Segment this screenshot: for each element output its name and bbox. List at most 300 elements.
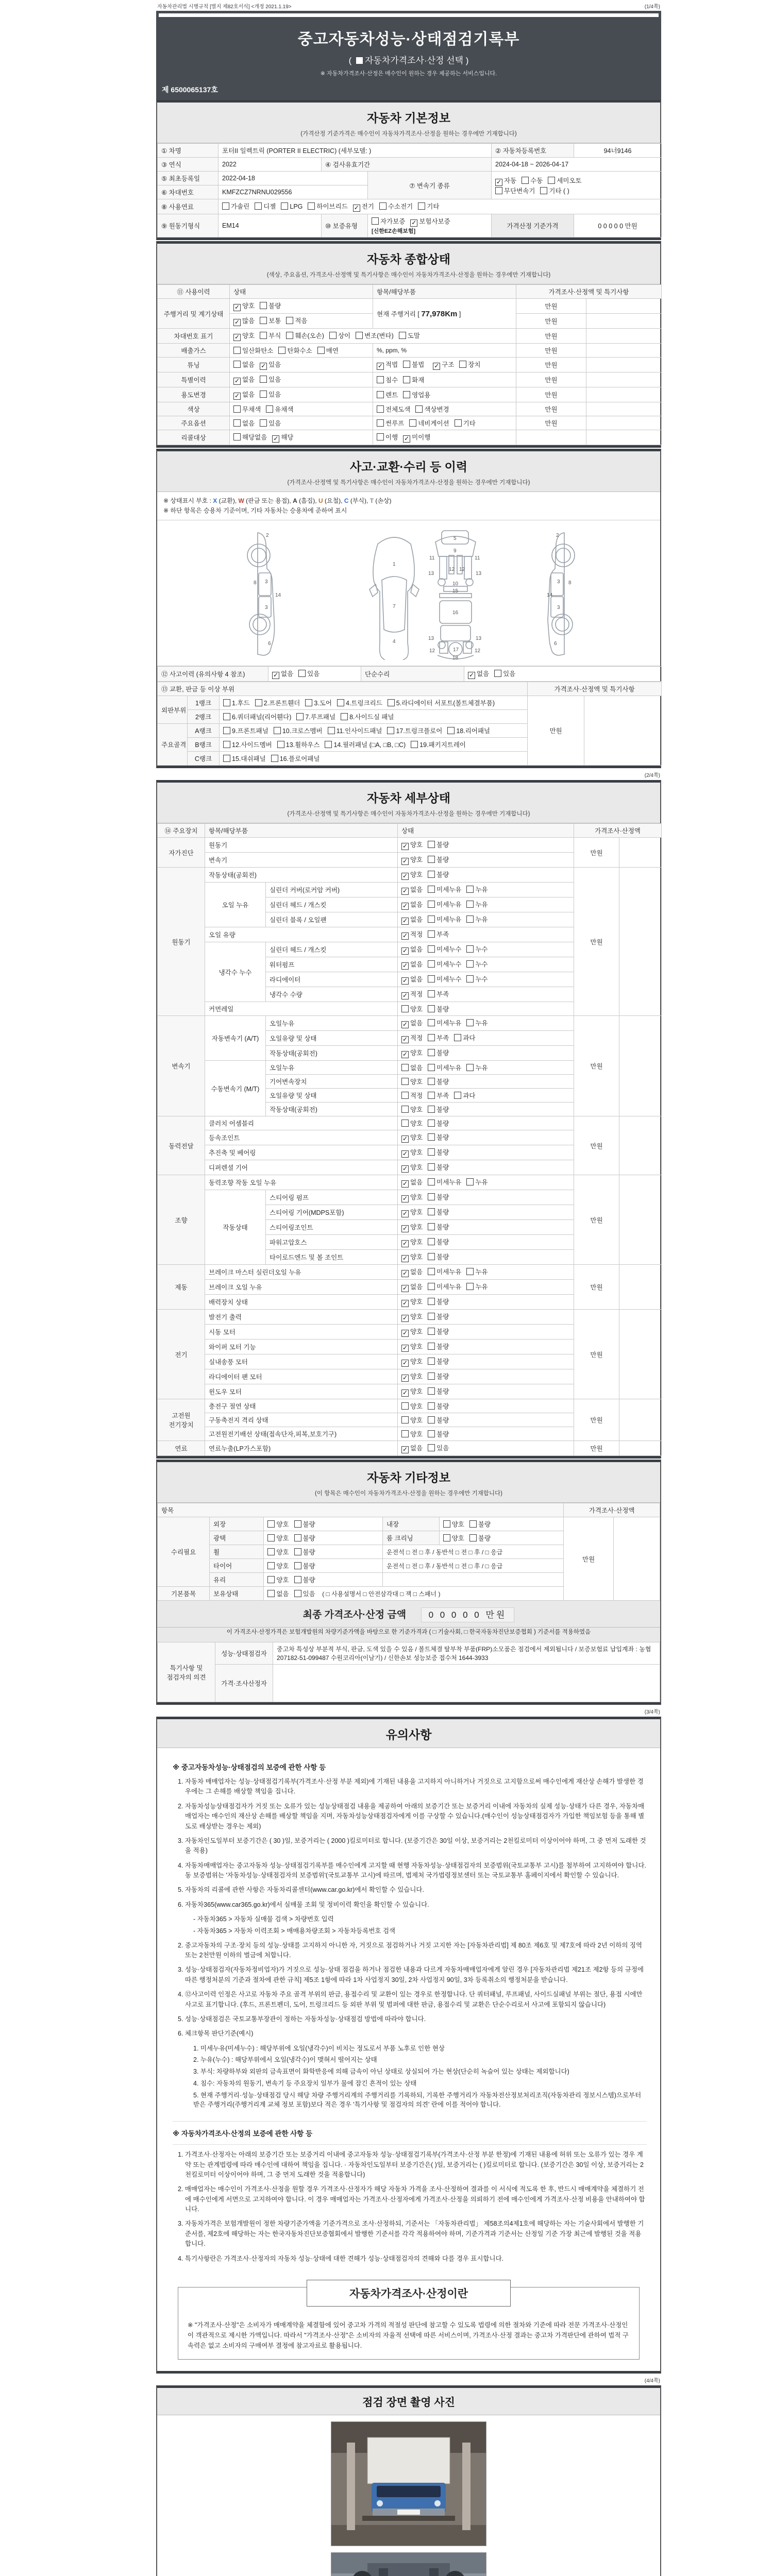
unchecked-checkbox-icon[interactable] xyxy=(540,187,547,194)
checkbox-option[interactable]: 불량 xyxy=(428,1357,449,1366)
checkbox-option[interactable]: 자가보증 xyxy=(372,216,405,226)
checked-checkbox-icon[interactable] xyxy=(233,319,241,326)
checkbox-option[interactable]: ✓ 없음 xyxy=(401,1282,423,1292)
unchecked-checkbox-icon[interactable] xyxy=(260,376,267,383)
checkbox-option[interactable]: 디젤 xyxy=(255,201,276,211)
checkbox-option[interactable]: 렌트 xyxy=(377,390,398,399)
unchecked-checkbox-icon[interactable] xyxy=(401,1064,409,1071)
checkbox-option[interactable]: 색상변경 xyxy=(415,404,449,414)
checkbox-option[interactable]: 불량 xyxy=(428,1207,449,1216)
checkbox-option[interactable]: 누유 xyxy=(466,1018,488,1027)
checkbox-option[interactable]: 없음 xyxy=(267,1589,289,1598)
unchecked-checkbox-icon[interactable] xyxy=(401,1106,409,1113)
unchecked-checkbox-icon[interactable] xyxy=(233,361,241,368)
checkbox-option[interactable]: ✓ 양호 xyxy=(401,1237,423,1247)
unchecked-checkbox-icon[interactable] xyxy=(356,332,363,339)
checked-checkbox-icon[interactable] xyxy=(401,977,409,985)
checkbox-option[interactable]: ✓ 양호 xyxy=(401,1147,423,1158)
checked-checkbox-icon[interactable] xyxy=(401,962,409,970)
unchecked-checkbox-icon[interactable] xyxy=(548,177,555,184)
checkbox-option[interactable]: 양호 xyxy=(401,1077,423,1086)
checkbox-option[interactable]: 미세누수 xyxy=(428,974,461,984)
checkbox-option[interactable]: 미세누유 xyxy=(428,900,461,909)
unchecked-checkbox-icon[interactable] xyxy=(388,699,395,706)
checked-checkbox-icon[interactable] xyxy=(233,304,241,311)
checkbox-option[interactable]: 불량 xyxy=(428,1118,449,1128)
checked-checkbox-icon[interactable] xyxy=(401,992,409,999)
unchecked-checkbox-icon[interactable] xyxy=(223,699,230,706)
checkbox-option[interactable]: 14.필러패널 (□A, □B, □C) xyxy=(325,740,406,749)
unchecked-checkbox-icon[interactable] xyxy=(266,405,273,413)
unchecked-checkbox-icon[interactable] xyxy=(428,901,435,908)
checkbox-option[interactable]: 불량 xyxy=(428,1004,449,1013)
unchecked-checkbox-icon[interactable] xyxy=(341,713,348,720)
checkbox-option[interactable]: 보통 xyxy=(260,316,281,325)
unchecked-checkbox-icon[interactable] xyxy=(418,202,425,210)
checkbox-option[interactable]: 미세누수 xyxy=(428,944,461,954)
checkbox-option[interactable]: ✓ 없음 xyxy=(401,974,423,985)
unchecked-checkbox-icon[interactable] xyxy=(260,391,267,398)
checkbox-option[interactable]: 양호 xyxy=(443,1519,464,1529)
unchecked-checkbox-icon[interactable] xyxy=(223,755,230,762)
checked-checkbox-icon[interactable] xyxy=(401,1136,409,1143)
checked-checkbox-icon[interactable] xyxy=(401,1446,409,1453)
checkbox-option[interactable]: ✓ 적정 xyxy=(401,989,423,999)
checked-checkbox-icon[interactable] xyxy=(401,1255,409,1262)
checkbox-option[interactable]: 양호 xyxy=(267,1519,289,1529)
checkbox-option[interactable]: 누수 xyxy=(466,974,488,984)
unchecked-checkbox-icon[interactable] xyxy=(260,317,267,324)
unchecked-checkbox-icon[interactable] xyxy=(294,1548,301,1555)
unchecked-checkbox-icon[interactable] xyxy=(428,1328,435,1335)
checkbox-option[interactable]: 있음 xyxy=(260,389,281,399)
unchecked-checkbox-icon[interactable] xyxy=(428,1372,435,1380)
checked-checkbox-icon[interactable] xyxy=(233,334,241,341)
checkbox-option[interactable]: ✓자동 xyxy=(495,176,516,186)
checkbox-option[interactable]: ✓ 양호 xyxy=(401,870,423,880)
unchecked-checkbox-icon[interactable] xyxy=(377,405,384,413)
unchecked-checkbox-icon[interactable] xyxy=(428,1253,435,1260)
unchecked-checkbox-icon[interactable] xyxy=(428,841,435,848)
checkbox-option[interactable]: 불량 xyxy=(428,855,449,864)
checkbox-option[interactable]: 6.쿼더패널(리어휀다) xyxy=(223,712,291,721)
checkbox-option[interactable]: 미세누유 xyxy=(428,1063,461,1072)
unchecked-checkbox-icon[interactable] xyxy=(466,1268,474,1275)
checkbox-option[interactable]: 양호 xyxy=(267,1547,289,1556)
unchecked-checkbox-icon[interactable] xyxy=(466,916,474,923)
checkbox-option[interactable]: ✓ 양호 xyxy=(233,331,255,341)
unchecked-checkbox-icon[interactable] xyxy=(377,376,384,383)
unchecked-checkbox-icon[interactable] xyxy=(233,405,241,413)
unchecked-checkbox-icon[interactable] xyxy=(428,1193,435,1200)
checkbox-option[interactable]: 불량 xyxy=(428,1415,449,1425)
unchecked-checkbox-icon[interactable] xyxy=(466,1064,474,1071)
unchecked-checkbox-icon[interactable] xyxy=(428,1343,435,1350)
unchecked-checkbox-icon[interactable] xyxy=(428,1298,435,1305)
checkbox-option[interactable]: 세미오토 xyxy=(548,176,581,185)
unchecked-checkbox-icon[interactable] xyxy=(495,187,502,194)
checkbox-option[interactable]: 없음 xyxy=(233,418,255,428)
unchecked-checkbox-icon[interactable] xyxy=(469,1534,477,1541)
checkbox-option[interactable]: 미세누유 xyxy=(428,1177,461,1187)
unchecked-checkbox-icon[interactable] xyxy=(443,1534,450,1541)
unchecked-checkbox-icon[interactable] xyxy=(454,1034,461,1041)
checkbox-option[interactable]: 장치 xyxy=(459,360,480,369)
checked-checkbox-icon[interactable] xyxy=(353,205,360,212)
unchecked-checkbox-icon[interactable] xyxy=(428,1005,435,1012)
checkbox-option[interactable]: 불량 xyxy=(428,1222,449,1231)
checkbox-option[interactable]: 16.플로어패널 xyxy=(271,754,320,763)
unchecked-checkbox-icon[interactable] xyxy=(428,1208,435,1215)
unchecked-checkbox-icon[interactable] xyxy=(223,727,230,734)
checkbox-option[interactable]: ✓ 없음 xyxy=(401,1267,423,1277)
unchecked-checkbox-icon[interactable] xyxy=(428,1268,435,1275)
checked-checkbox-icon[interactable] xyxy=(401,918,409,925)
checkbox-option[interactable]: ✓ 양호 xyxy=(401,1371,423,1382)
unchecked-checkbox-icon[interactable] xyxy=(466,901,474,908)
unchecked-checkbox-icon[interactable] xyxy=(428,1106,435,1113)
checkbox-option[interactable]: ✓ 없음 xyxy=(401,944,423,955)
checkbox-option[interactable]: ✓ 구조 xyxy=(433,360,454,370)
checkbox-option[interactable]: 양호 xyxy=(401,1415,423,1425)
checked-checkbox-icon[interactable] xyxy=(401,1165,409,1173)
checkbox-option[interactable]: 상이 xyxy=(329,331,350,340)
checked-checkbox-icon[interactable] xyxy=(401,1150,409,1158)
unchecked-checkbox-icon[interactable] xyxy=(428,975,435,982)
unchecked-checkbox-icon[interactable] xyxy=(428,1092,435,1099)
checkbox-option[interactable]: 누유 xyxy=(466,900,488,909)
unchecked-checkbox-icon[interactable] xyxy=(428,856,435,863)
unchecked-checkbox-icon[interactable] xyxy=(379,202,386,210)
checked-checkbox-icon[interactable] xyxy=(401,1036,409,1043)
unchecked-checkbox-icon[interactable] xyxy=(428,871,435,878)
checkbox-option[interactable]: 미세누유 xyxy=(428,1018,461,1027)
checked-checkbox-icon[interactable] xyxy=(401,903,409,910)
checked-checkbox-icon[interactable] xyxy=(401,1180,409,1188)
checked-checkbox-icon[interactable] xyxy=(403,435,410,443)
checkbox-option[interactable]: 부족 xyxy=(428,1091,449,1100)
checkbox-option[interactable]: LPG xyxy=(281,202,303,210)
checkbox-option[interactable]: 침수 xyxy=(377,375,398,384)
unchecked-checkbox-icon[interactable] xyxy=(466,1019,474,1026)
unchecked-checkbox-icon[interactable] xyxy=(428,945,435,953)
checked-checkbox-icon[interactable] xyxy=(272,672,279,679)
checked-checkbox-icon[interactable] xyxy=(495,179,502,186)
unchecked-checkbox-icon[interactable] xyxy=(267,1548,275,1555)
unchecked-checkbox-icon[interactable] xyxy=(286,317,293,324)
checked-checkbox-icon[interactable] xyxy=(401,858,409,865)
checked-checkbox-icon[interactable] xyxy=(401,1330,409,1337)
unchecked-checkbox-icon[interactable] xyxy=(267,1590,275,1597)
checkbox-option[interactable]: 있음 xyxy=(428,1443,449,1452)
checkbox-option[interactable]: 탄화수소 xyxy=(278,346,312,355)
checkbox-option[interactable]: 훼손(오손) xyxy=(286,331,324,340)
checkbox-option[interactable]: 무채색 xyxy=(233,404,261,414)
unchecked-checkbox-icon[interactable] xyxy=(372,217,379,225)
checkbox-option[interactable]: 부족 xyxy=(428,989,449,998)
checkbox-option[interactable]: 누수 xyxy=(466,959,488,969)
unchecked-checkbox-icon[interactable] xyxy=(428,1120,435,1127)
checkbox-option[interactable]: ✓ 없음 xyxy=(401,1443,423,1453)
checkbox-option[interactable]: 12.사이드멤버 xyxy=(223,740,272,749)
unchecked-checkbox-icon[interactable] xyxy=(294,1520,301,1528)
checkbox-option[interactable]: 7.루프패널 xyxy=(296,712,335,721)
checkbox-option[interactable]: 양호 xyxy=(401,1118,423,1128)
checked-checkbox-icon[interactable] xyxy=(401,1195,409,1202)
unchecked-checkbox-icon[interactable] xyxy=(401,1078,409,1085)
checkbox-option[interactable]: 3.도어 xyxy=(305,698,332,707)
unchecked-checkbox-icon[interactable] xyxy=(305,699,312,706)
checked-checkbox-icon[interactable] xyxy=(260,363,267,370)
unchecked-checkbox-icon[interactable] xyxy=(255,202,262,210)
unchecked-checkbox-icon[interactable] xyxy=(428,1313,435,1320)
checkbox-option[interactable]: 누유 xyxy=(466,1282,488,1291)
checkbox-option[interactable]: 불량 xyxy=(428,870,449,879)
checkbox-option[interactable]: 하이브리드 xyxy=(308,201,347,211)
unchecked-checkbox-icon[interactable] xyxy=(466,945,474,953)
checkbox-option[interactable]: 불량 xyxy=(428,1327,449,1336)
unchecked-checkbox-icon[interactable] xyxy=(377,391,384,398)
unchecked-checkbox-icon[interactable] xyxy=(428,1133,435,1141)
unchecked-checkbox-icon[interactable] xyxy=(260,332,267,339)
checkbox-option[interactable]: ✓ 양호 xyxy=(401,1252,423,1262)
checkbox-option[interactable]: 누수 xyxy=(466,944,488,954)
unchecked-checkbox-icon[interactable] xyxy=(278,347,285,354)
checkbox-option[interactable]: 유채색 xyxy=(266,404,293,414)
checkbox-option[interactable]: 양호 xyxy=(267,1575,289,1584)
checkbox-option[interactable]: 19.패키지트레이 xyxy=(411,740,466,749)
checkbox-option[interactable]: 불량 xyxy=(428,1312,449,1321)
checkbox-option[interactable]: 불량 xyxy=(428,1371,449,1381)
unchecked-checkbox-icon[interactable] xyxy=(294,1562,301,1569)
checkbox-option[interactable]: 누유 xyxy=(466,1177,488,1187)
checkbox-option[interactable]: ✓ 양호 xyxy=(401,1357,423,1367)
unchecked-checkbox-icon[interactable] xyxy=(401,1120,409,1127)
unchecked-checkbox-icon[interactable] xyxy=(428,1178,435,1185)
unchecked-checkbox-icon[interactable] xyxy=(447,727,455,734)
checked-checkbox-icon[interactable] xyxy=(468,672,475,679)
checkbox-option[interactable]: ✓ 양호 xyxy=(401,1327,423,1337)
checkbox-option[interactable]: 도말 xyxy=(399,331,420,340)
checkbox-option[interactable]: 8.사이드실 패널 xyxy=(341,712,394,721)
checkbox-option[interactable]: ✓ 양호 xyxy=(401,1048,423,1058)
unchecked-checkbox-icon[interactable] xyxy=(469,1520,477,1528)
checkbox-option[interactable]: ✓ 없음 xyxy=(233,375,255,385)
unchecked-checkbox-icon[interactable] xyxy=(267,1520,275,1528)
checkbox-option[interactable]: 불량 xyxy=(428,1252,449,1261)
unchecked-checkbox-icon[interactable] xyxy=(296,713,304,720)
checkbox-option[interactable]: ✓ 없음 xyxy=(401,1018,423,1028)
checkbox-option[interactable]: 불량 xyxy=(294,1547,315,1556)
checkbox-option[interactable]: 불량 xyxy=(469,1519,491,1529)
checkbox-option[interactable]: 기타 xyxy=(455,418,476,428)
checkbox-option[interactable]: ✓ 양호 xyxy=(401,1132,423,1143)
checked-checkbox-icon[interactable] xyxy=(401,1300,409,1307)
unchecked-checkbox-icon[interactable] xyxy=(428,1387,435,1395)
unchecked-checkbox-icon[interactable] xyxy=(401,1416,409,1423)
unchecked-checkbox-icon[interactable] xyxy=(428,1163,435,1171)
unchecked-checkbox-icon[interactable] xyxy=(401,1402,409,1410)
unchecked-checkbox-icon[interactable] xyxy=(277,741,284,748)
unchecked-checkbox-icon[interactable] xyxy=(466,1178,474,1185)
unchecked-checkbox-icon[interactable] xyxy=(267,1534,275,1541)
checkbox-option[interactable]: 불량 xyxy=(428,1162,449,1172)
checkbox-option[interactable]: ✓ 양호 xyxy=(401,1342,423,1352)
checkbox-option[interactable]: ✓ 없음 xyxy=(233,389,255,400)
checkbox-option[interactable]: 썬루프 xyxy=(377,418,404,428)
checkbox-option[interactable]: ✓ 없음 xyxy=(401,959,423,970)
unchecked-checkbox-icon[interactable] xyxy=(274,727,281,734)
unchecked-checkbox-icon[interactable] xyxy=(403,361,410,368)
checkbox-option[interactable]: 네비게이션 xyxy=(409,418,449,428)
checkbox-option[interactable]: 누유 xyxy=(466,914,488,924)
unchecked-checkbox-icon[interactable] xyxy=(428,1148,435,1156)
checkbox-option[interactable]: 기타 xyxy=(418,201,439,211)
unchecked-checkbox-icon[interactable] xyxy=(428,1416,435,1423)
checkbox-option[interactable]: ✓ 적정 xyxy=(401,929,423,940)
checked-checkbox-icon[interactable] xyxy=(401,1345,409,1352)
unchecked-checkbox-icon[interactable] xyxy=(233,347,241,354)
checkbox-option[interactable]: ✓ 양호 xyxy=(401,840,423,850)
unchecked-checkbox-icon[interactable] xyxy=(428,990,435,997)
checkbox-option[interactable]: ✓ 적정 xyxy=(401,1033,423,1043)
unchecked-checkbox-icon[interactable] xyxy=(267,1562,275,1569)
unchecked-checkbox-icon[interactable] xyxy=(223,713,230,720)
unchecked-checkbox-icon[interactable] xyxy=(294,1576,301,1583)
unchecked-checkbox-icon[interactable] xyxy=(377,433,384,440)
unchecked-checkbox-icon[interactable] xyxy=(428,930,435,938)
checkbox-option[interactable]: 불량 xyxy=(260,301,281,310)
checkbox-option[interactable]: 9.프론트패널 xyxy=(223,726,268,735)
checkbox-option[interactable]: 있음 xyxy=(298,669,320,678)
checkbox-option[interactable]: 과다 xyxy=(454,1091,475,1100)
unchecked-checkbox-icon[interactable] xyxy=(459,361,466,368)
unchecked-checkbox-icon[interactable] xyxy=(428,1283,435,1290)
checkbox-option[interactable]: ✓ 양호 xyxy=(401,1207,423,1217)
checkbox-option[interactable]: 미세누유 xyxy=(428,1282,461,1291)
checkbox-option[interactable]: 있음 xyxy=(260,375,281,384)
checkbox-option[interactable]: ✓ 양호 xyxy=(401,1386,423,1397)
checked-checkbox-icon[interactable] xyxy=(272,435,279,443)
unchecked-checkbox-icon[interactable] xyxy=(466,960,474,968)
checkbox-option[interactable]: 부식 xyxy=(260,331,281,340)
checked-checkbox-icon[interactable] xyxy=(401,873,409,880)
checkbox-option[interactable]: 불량 xyxy=(428,840,449,849)
checked-checkbox-icon[interactable] xyxy=(401,1360,409,1367)
unchecked-checkbox-icon[interactable] xyxy=(428,1358,435,1365)
unchecked-checkbox-icon[interactable] xyxy=(286,332,293,339)
unchecked-checkbox-icon[interactable] xyxy=(428,886,435,893)
checked-checkbox-icon[interactable] xyxy=(401,1021,409,1028)
checkbox-option[interactable]: 해당없음 xyxy=(233,432,267,442)
checked-checkbox-icon[interactable] xyxy=(410,219,417,227)
checkbox-option[interactable]: 불량 xyxy=(428,1237,449,1246)
unchecked-checkbox-icon[interactable] xyxy=(267,1576,275,1583)
checkbox-option[interactable]: 불량 xyxy=(428,1297,449,1306)
checkbox-option[interactable]: 1.후드 xyxy=(223,698,250,707)
checkbox-option[interactable]: 가솔린 xyxy=(222,201,249,211)
checkbox-option[interactable]: 18.리어패널 xyxy=(447,726,490,735)
unchecked-checkbox-icon[interactable] xyxy=(415,405,423,413)
checked-checkbox-icon[interactable] xyxy=(401,1051,409,1058)
checkbox-option[interactable]: 양호 xyxy=(443,1533,464,1543)
checkbox-option[interactable]: 적음 xyxy=(286,316,307,325)
unchecked-checkbox-icon[interactable] xyxy=(387,727,394,734)
checkbox-option[interactable]: 미세누유 xyxy=(428,914,461,924)
checkbox-option[interactable]: 15.대쉬패널 xyxy=(223,754,266,763)
checkbox-option[interactable]: ✓양호 xyxy=(233,301,255,311)
checkbox-option[interactable]: 양호 xyxy=(401,1004,423,1013)
unchecked-checkbox-icon[interactable] xyxy=(409,419,416,427)
checkbox-option[interactable]: 없음 xyxy=(233,360,255,369)
unchecked-checkbox-icon[interactable] xyxy=(428,1223,435,1230)
unchecked-checkbox-icon[interactable] xyxy=(403,391,410,398)
checkbox-option[interactable]: ✓ 전기 xyxy=(353,201,374,212)
checkbox-option[interactable]: 누유 xyxy=(466,1267,488,1276)
unchecked-checkbox-icon[interactable] xyxy=(455,419,462,427)
checkbox-option[interactable]: 양호 xyxy=(401,1429,423,1438)
unchecked-checkbox-icon[interactable] xyxy=(271,755,278,762)
unchecked-checkbox-icon[interactable] xyxy=(428,1430,435,1437)
unchecked-checkbox-icon[interactable] xyxy=(255,699,262,706)
checkbox-option[interactable]: 17.트렁크플로어 xyxy=(387,726,442,735)
unchecked-checkbox-icon[interactable] xyxy=(428,1034,435,1041)
checked-checkbox-icon[interactable] xyxy=(233,378,241,385)
unchecked-checkbox-icon[interactable] xyxy=(466,975,474,982)
unchecked-checkbox-icon[interactable] xyxy=(222,202,229,210)
unchecked-checkbox-icon[interactable] xyxy=(466,1283,474,1290)
checkbox-option[interactable]: 화재 xyxy=(403,375,424,384)
checkbox-option[interactable]: 불량 xyxy=(428,1048,449,1057)
unchecked-checkbox-icon[interactable] xyxy=(428,1019,435,1026)
checkbox-option[interactable]: 일산화탄소 xyxy=(233,346,273,355)
unchecked-checkbox-icon[interactable] xyxy=(428,960,435,968)
checkbox-option[interactable]: 불량 xyxy=(428,1077,449,1086)
unchecked-checkbox-icon[interactable] xyxy=(428,1049,435,1056)
checkbox-option[interactable]: 양호 xyxy=(401,1401,423,1411)
checked-checkbox-icon[interactable] xyxy=(401,1240,409,1247)
checked-checkbox-icon[interactable] xyxy=(401,888,409,895)
checkbox-option[interactable]: 있음 xyxy=(260,418,281,428)
checkbox-option[interactable]: ✓ 해당 xyxy=(272,432,293,443)
checkbox-option[interactable]: ✓ 양호 xyxy=(401,1312,423,1322)
checked-checkbox-icon[interactable] xyxy=(401,1210,409,1217)
unchecked-checkbox-icon[interactable] xyxy=(401,1092,409,1099)
checked-checkbox-icon[interactable] xyxy=(401,947,409,955)
unchecked-checkbox-icon[interactable] xyxy=(428,916,435,923)
checkbox-option[interactable]: 부족 xyxy=(428,1033,449,1042)
checkbox-option[interactable]: 13.휠하우스 xyxy=(277,740,320,749)
checkbox-option[interactable]: 4.트렁크리드 xyxy=(337,698,382,707)
checkbox-option[interactable]: 누유 xyxy=(466,885,488,894)
checked-checkbox-icon[interactable] xyxy=(401,1270,409,1277)
unchecked-checkbox-icon[interactable] xyxy=(428,1078,435,1085)
checkbox-option[interactable]: ✓ 양호 xyxy=(401,1192,423,1202)
checked-checkbox-icon[interactable] xyxy=(401,1315,409,1322)
unchecked-checkbox-icon[interactable] xyxy=(233,419,241,427)
unchecked-checkbox-icon[interactable] xyxy=(428,1064,435,1071)
unchecked-checkbox-icon[interactable] xyxy=(317,347,325,354)
unchecked-checkbox-icon[interactable] xyxy=(403,376,410,383)
checkbox-option[interactable]: 누유 xyxy=(466,1063,488,1072)
checkbox-option[interactable]: ✓ 있음 xyxy=(260,360,281,370)
checked-checkbox-icon[interactable] xyxy=(433,363,440,370)
unchecked-checkbox-icon[interactable] xyxy=(260,302,267,309)
checkbox-option[interactable]: 불량 xyxy=(294,1561,315,1570)
unchecked-checkbox-icon[interactable] xyxy=(294,1590,301,1597)
checked-checkbox-icon[interactable] xyxy=(401,1225,409,1232)
checkbox-option[interactable]: 불량 xyxy=(294,1575,315,1584)
